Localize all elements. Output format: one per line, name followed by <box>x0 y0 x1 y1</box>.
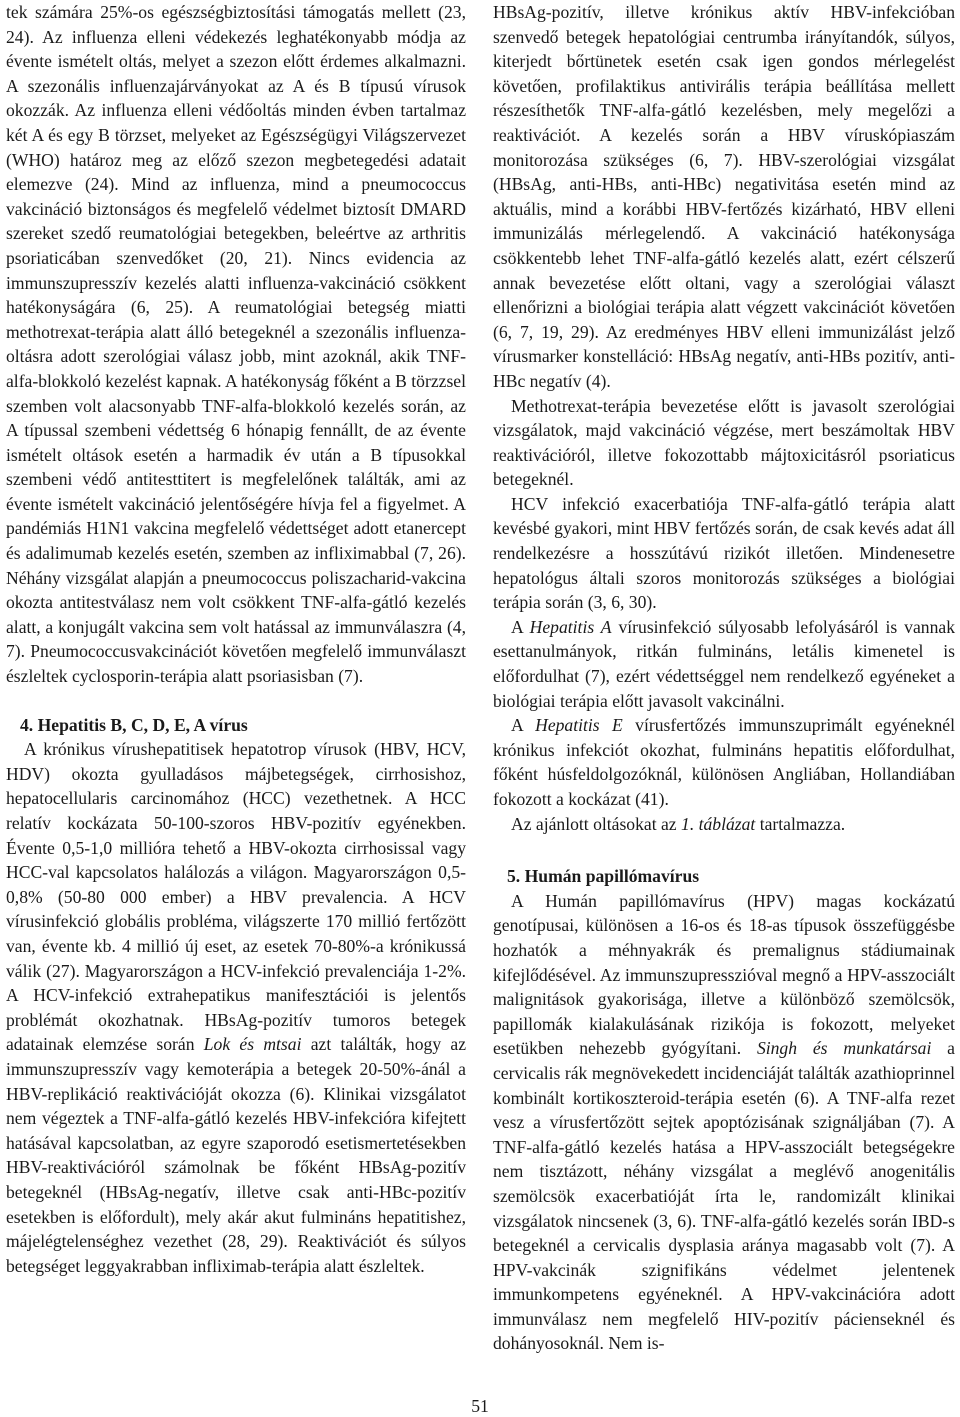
paragraph-influenza-vaccination: tek számára 25%-os egészségbiztosítási támogatás mellett (23, 24). Az influenza elleni védekezés leghatékonyabb módja az évente ismételt oltás, melyet a szezon előtt érdemes alkalmazni. A szezonális influenzajárványokat az A és B típusú vírusok okozzák. Az influenza elleni védőoltás minden évben tartalmaz két A és egy B törzset, melyeket az Egészségügyi Világszervezet (WHO) határoz meg az előző szezon megbetegedési adatait elemezve (24). Mind az influenza, mind a pneumococcus vakcináció biztonságos és megfelelő védelmet biztosít DMARD szereket szedő reumatológiai betegekben, beleértve az arthritis psoriaticában szenvedőket (20, 21). Nincs evidencia az immunszupresszív kezelés alatti influenza-vakcináció csökkent hatékonyságára (6, 25). A reumatológiai betegség miatti methotrexat-terápia alatt álló betegeknél a szezonális influenza-oltásra adott szerológiai válasz jobb, mint azoknál, akik TNF-alfa-blokkoló kezelést kapnak. A hatékonyság főként a B törzzsel szemben volt alacsonyabb TNF-alfa-blokkoló kezelés során, az A típussal szembeni védettség 6 hónapig fennállt, de az évente ismételt oltások esetén a harmadik év után a B típusokkal szembeni védő antitesttitert is megfelelőnek találták, ami az évente ismételt vakcináció jelentőségére hívja fel a figyelmet. A pandémiás H1N1 vakcina megfelelő védettséget adott etanercept és adalimumab kezelés esetén, szemben az infliximabbal (7, 26). Néhány vizsgálat alapján a pneumococcus poliszacharid-vakcina okozta antitestválasz nem volt csökkent TNF-alfa-gátló kezelés alatt, a konjugált vakcina sem volt hatással az immunválaszra (4, 7). Pneumococcusvakcinációt követően megfelelő immunválaszt észleltek cyclosporin-terápia alatt psoriasisban (7). <box>6 2 466 687</box>
paragraph-text: vírusfertőzés immunszuprimált egyéneknél krónikus infekciót okozhat, fulmináns hepatitis előfordulhat, főként húsfeldolgozóknál, különösen Angliában, Hollandiában fokozott a kockázat (41). <box>493 715 955 809</box>
paragraph-hepatitis <box>6 737 466 1278</box>
paragraph-text: A krónikus vírushepatitisek hepatotrop vírusok (HBV, HCV, HDV) okozta gyulladásos májbetegségek, cirrhosishoz, hepatocellularis carcinomához (HCC) vezethetnek. A HCC relatív kockázata 50-100-szoros HBV-pozitív egyénekben. Évente 0,5-1,0 millióra tehető a HBV-okozta cirrhosissal vagy HCC-val kapcsolatos halálozás a világon. Magyarországon 0,5-0,8% (50-80 000 ember) a HBV prevalencia. A HCV vírusinfekció globális probléma, világszerte 170 millió fertőzött van, évente kb. 4 millió új eset, az esetek 70-80%-a krónikussá válik (27). Magyarországon a HCV-infekció prevalenciája 1-2%. A HCV-infekció extrahepatikus manifesztációi is jelentős problémát okozhatnak. HBsAg-pozitív tumoros betegek adatainak elemzése során <box>6 739 466 1055</box>
paragraph-hepatitis-a <box>493 615 955 713</box>
term-hepatitis-e: Hepatitis E <box>535 715 623 736</box>
page-number: 51 <box>471 1396 489 1416</box>
right-column <box>493 0 955 1356</box>
paragraph-text: azt találták, hogy az immunszupresszív vagy kemoterápia a betegek 20-50%-ánál a HBV-replikáció reaktivációját okozza (6). Klinikai vizsgálatot nem végeztek a TNF-alfa-gátló kezelés HBV-infekcióra kifejtett hatásával kapcsolatban, az egyre szaporodó esetismertetésekben HBV-reaktivációról számolnak be főként HBsAg-pozitív betegeknél (HBsAg-negatív, illetve csak anti-HBc-pozitív esetekben is előfordult), mely akár akut fulmináns hepatitishez, májelégtelenséghez vezethet (28, 29). Reaktivációt és súlyos betegséget leggyakrabban infliximab-terápia alatt észleltek. <box>6 1034 466 1276</box>
paragraph-text: A <box>511 616 530 637</box>
paragraph-hcv: HCV infekció exacerbatiója TNF-alfa-gátló terápia alatt kevésbé gyakori, mint HBV fertőzés során, de csak kevés adat áll rendelkezésre a hosszútávú rizikót illetően. Mindenesetre hepatológus általi szoros monitorozás szükséges a biológiai terápia során (3, 6, 30). <box>493 493 955 613</box>
term-hepatitis-a: Hepatitis A <box>529 616 612 637</box>
paragraph-text: a cervicalis rák megnövekedett incidenciáját találták azathioprinnel kombinált kortikoszteroid-terápia esetén (6). A TNF-alfa rezet vesz a vírusfertőzött sejtek apoptózisának szignáljában (7). A TNF-alfa-gátló kezelés hatása a HPV-asszociált betegségekre nem tisztázott, néhány vizsgálat a meglévő anogenitális szemölcsök exacerbatióját írta le, randomizált klinikai vizsgálatok nincsenek (3, 6). TNF-alfa-gátló kezelés során IBD-s betegeknél a cervicalis dysplasia aránya magasabb volt (7). A HPV-vakcinák szignifikáns védelmet jelentenek immunkompetens egyéneknél. A HPV-vakcinációra adott immunválasz nem megfelelő HIV-pozitív pácienseknél és dohányosoknál. Nem is- <box>493 1038 955 1354</box>
author-citation: Singh és munkatársai <box>756 1038 932 1059</box>
left-column <box>6 0 466 1278</box>
section-heading-hpv: 5. Humán papillómavírus <box>507 866 700 887</box>
paragraph-methotrexate: Methotrexat-terápia bevezetése előtt is javasolt szerológiai vizsgálatok, majd vakcináció végzése, mert beszámoltak HBV reaktivációról, illetve fokozottabb májtoxicitásról psoriaticus betegeknél. <box>493 395 955 490</box>
paragraph-hpv <box>493 889 955 1356</box>
table-reference: 1. táblázat <box>681 813 756 834</box>
paragraph-text: tartalmazza. <box>755 813 846 834</box>
paragraph-text: A <box>511 715 536 736</box>
paragraph-text: Az ajánlott oltásokat az <box>511 813 682 834</box>
paragraph-text: vírusinfekció súlyosabb lefolyásáról is vannak esettanulmányok, ritkán fulmináns, letális kimenetel is előfordulhat (7), ezért védettséggel nem rendelkező egyéneket a biológiai terápia előtt javasolt vakcinálni. <box>493 616 955 711</box>
paragraph-hepatitis-e <box>493 713 955 811</box>
paragraph-table-reference <box>493 812 955 837</box>
author-citation: Lok és mtsai <box>203 1034 302 1055</box>
paragraph-text: A Humán papillómavírus (HPV) magas kockázatú genotípusai, különösen a 16-os és 18-as típusok összefüggésbe hozhatók a méhnyakrák és premalignus stádiumainak kifejlődésével. Az immunszupresszióval megnő a HPV-asszociált malignitások gyakorisága, illetve a különböző szemölcsök, papillomák kialakulásának rizikója is fokozott, melyeket esetükben nehezebb gyógyítani. <box>493 890 955 1059</box>
paragraph-hbv-management: HBsAg-pozitív, illetve krónikus aktív HBV-infekcióban szenvedő betegek hepatológiai centrumba irányítandók, súlyos, kiterjedt bőrtünetek esetén csak igen gondos mérlegelést követően, profilaktikus antivirális terápia beállítása mellett részesíthetők TNF-alfa-gátló kezelésben, mely megelőzi a reaktivációt. A kezelés során a HBV víruskópiaszám monitorozása szükséges (6, 7). HBV-szerológiai vizsgálat (HBsAg, anti-HBs, anti-HBc) negativitása esetén mind az aktuális, mind a korábbi HBV-fertőzés kizárható, HBV elleni immunizálás mérlegelendő. A vakcináció hatékonysága csökkentebb lehet TNF-alfa-gátló kezelés alatt, ezért célszerű annak bevezetése előtt oltani, vagy a szerológiai választ ellenőrizni a biológiai terápia alatt végzett vakcinációt követően (6, 7, 19, 29). Az eredményes HBV elleni immunizálást jelző vírusmarker konstelláció: HBsAg negatív, anti-HBs pozitív, anti-HBc negatív (4). <box>493 2 955 391</box>
section-heading-hepatitis: 4. Hepatitis B, C, D, E, A vírus <box>20 714 248 735</box>
